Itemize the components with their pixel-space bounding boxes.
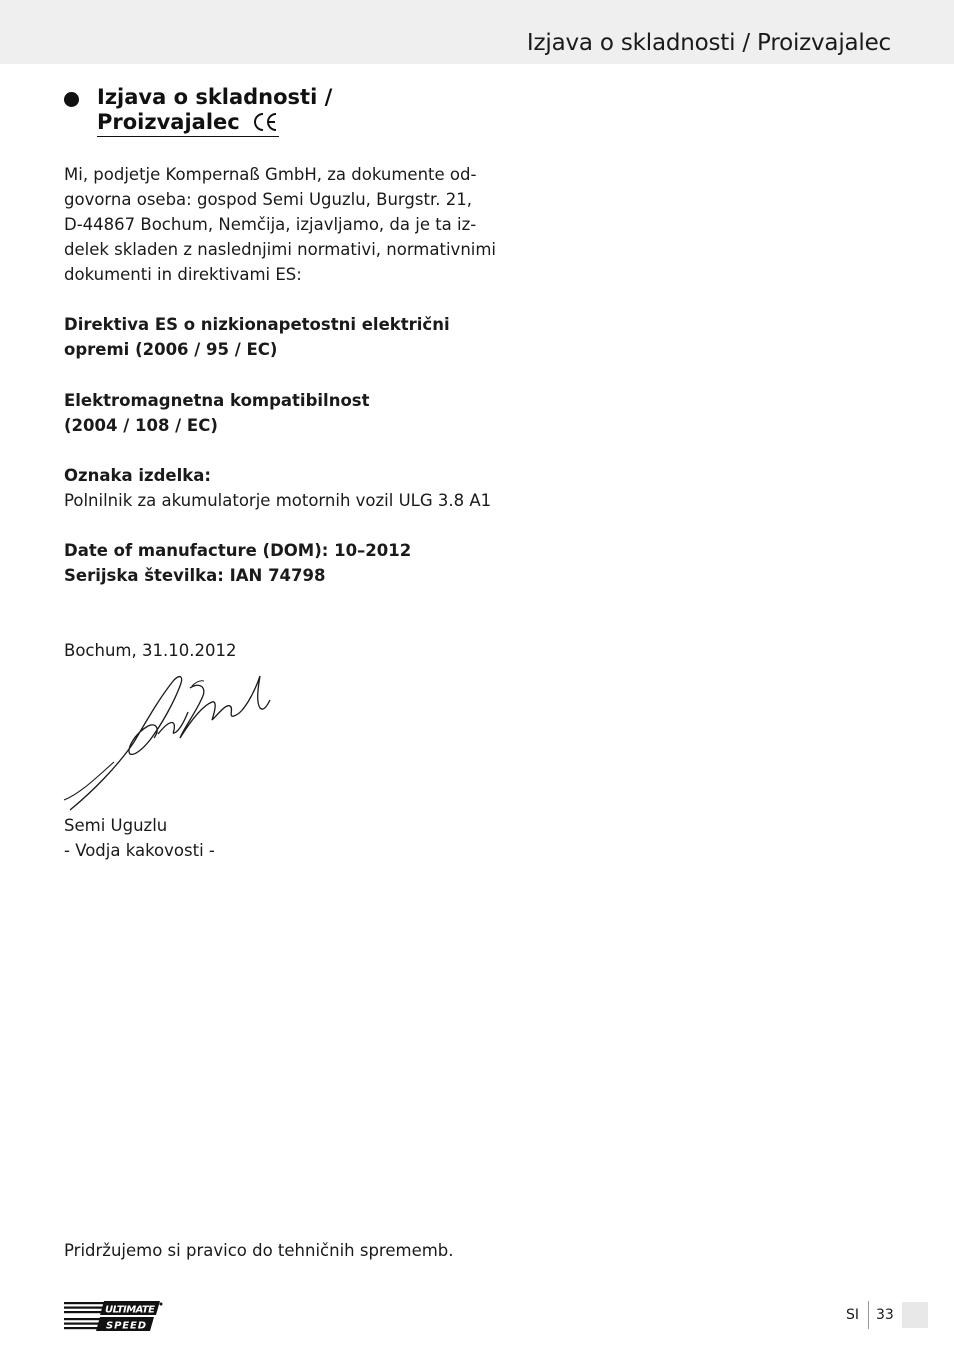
directive-lvd-line2: opremi (2006 / 95 / EC) <box>64 340 278 359</box>
product-label: Oznaka izdelka: <box>64 466 211 485</box>
footer-language: SI <box>846 1307 860 1323</box>
svg-text:SPEED: SPEED <box>106 1320 146 1332</box>
section-title <box>97 85 332 137</box>
intro-line: govorna oseba: gospod Semi Uguzlu, Burgstr. 21, <box>64 190 472 209</box>
directive-emc <box>64 388 370 438</box>
intro-line: Mi, podjetje Kompernaß GmbH, za dokumente od- <box>64 165 477 184</box>
svg-text:ULTIMATE: ULTIMATE <box>105 1304 155 1316</box>
intro-line: delek skladen z naslednjimi normativi, normativnimi <box>64 240 497 259</box>
section-title-line1: Izjava o skladnosti / <box>97 85 333 109</box>
manufacture-date: Date of manufacture (DOM): 10–2012 <box>64 541 412 560</box>
bullet-icon <box>64 92 79 107</box>
directive-emc-line1: Elektromagnetna kompatibilnost <box>64 391 370 410</box>
place-date: Bochum, 31.10.2012 <box>64 641 237 660</box>
section-title-line2-wrap <box>97 110 279 137</box>
page-corner-box <box>902 1302 928 1328</box>
directive-lvd-line1: Direktiva ES o nizkionapetostni električni <box>64 315 450 334</box>
section-title-line2: Proizvajalec <box>97 110 240 134</box>
directive-emc-line2: (2004 / 108 / EC) <box>64 416 218 435</box>
serial-number: Serijska številka: IAN 74798 <box>64 566 326 585</box>
product-value: Polnilnik za akumulatorje motornih vozil ULG 3.8 A1 <box>64 491 492 510</box>
footer-divider <box>868 1301 869 1329</box>
signatory-block <box>64 813 215 863</box>
ce-mark-icon <box>253 112 279 132</box>
intro-line: D-44867 Bochum, Nemčija, izjavljamo, da je ta iz- <box>64 215 477 234</box>
intro-line: dokumenti in direktivami ES: <box>64 265 302 284</box>
signatory-role: - Vodja kakovosti - <box>64 841 215 860</box>
ultimate-speed-logo <box>64 1300 164 1332</box>
page-header-title: Izjava o skladnosti / Proizvajalec <box>526 30 891 56</box>
product-block <box>64 463 491 513</box>
signature-image <box>62 672 272 814</box>
technical-changes-note: Pridržujemo si pravico do tehničnih sprememb. <box>64 1241 454 1260</box>
intro-paragraph <box>64 162 496 287</box>
page-number: 33 <box>876 1307 894 1323</box>
signatory-name: Semi Uguzlu <box>64 816 168 835</box>
manufacture-block <box>64 538 411 588</box>
directive-lvd <box>64 312 450 362</box>
